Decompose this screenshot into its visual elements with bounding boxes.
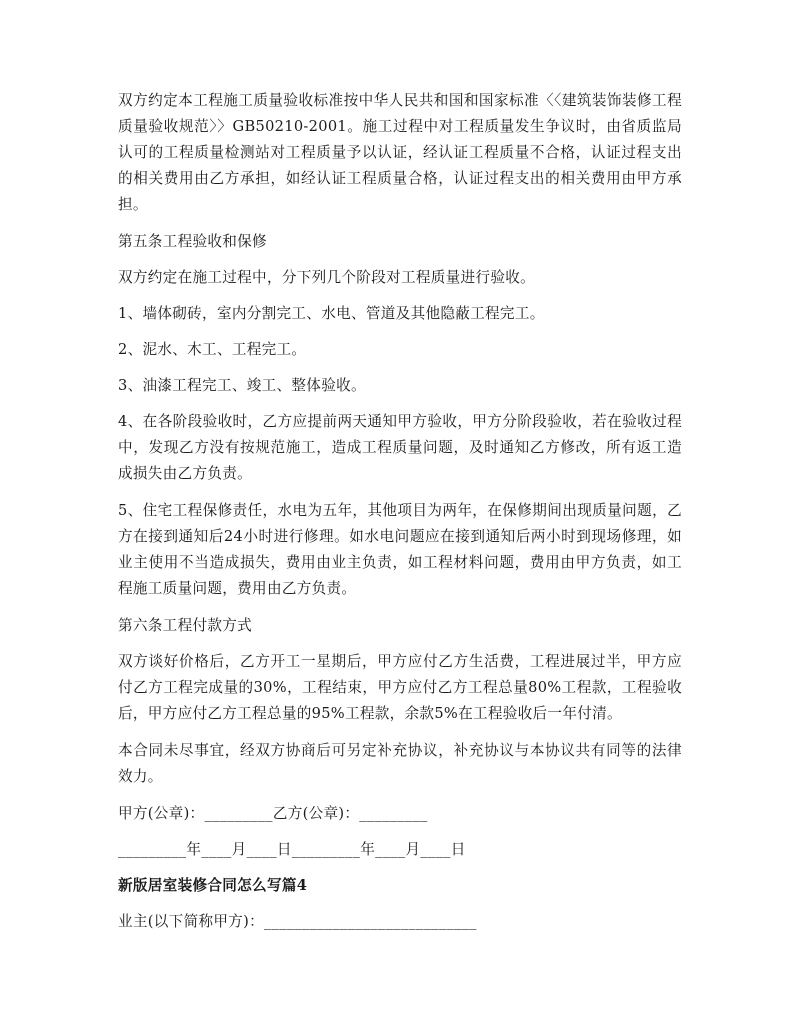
acceptance-item-2: 2、泥水、木工、工程完工。 <box>118 341 307 358</box>
warranty-item-5: 5、住宅工程保修责任，水电为五年，其他项目为两年，在保修期间出现质量问题，乙方在接到通知后24小时进行修理。如水电问题应在接到通知后两小时到现场修理，如业主使用不当造成损失，费用由业主负责，如工程材料问题，费用由甲方负责，如工程施工质量问题，费用由乙方负责。 <box>118 502 682 597</box>
acceptance-item-4: 4、在各阶段验收时，乙方应提前两天通知甲方验收，甲方分阶段验收，若在验收过程中，发现乙方没有按规范施工，造成工程质量问题，及时通知乙方修改，所有返工造成损失由乙方负责。 <box>118 413 682 482</box>
acceptance-item-3: 3、油漆工程完工、竣工、整体验收。 <box>118 377 366 394</box>
owner-party-line: 业主(以下简称甲方)：____________________________ <box>118 913 477 930</box>
supplementary-agreement-paragraph: 本合同未尽事宜，经双方协商后可另定补充协议，补充协议与本协议共有同等的法律效力。 <box>118 742 682 785</box>
article-six-heading: 第六条工程付款方式 <box>118 617 253 634</box>
acceptance-intro-paragraph: 双方约定在施工过程中，分下列几个阶段对工程质量进行验收。 <box>118 269 536 286</box>
signature-line: 甲方(公章)：_________乙方(公章)：_________ <box>118 805 428 822</box>
acceptance-item-1: 1、墙体砌砖，室内分割完工、水电、管道及其他隐蔽工程完工。 <box>118 305 545 322</box>
document-page <box>118 88 682 945</box>
article-five-heading: 第五条工程验收和保修 <box>118 233 267 250</box>
quality-standard-paragraph: 双方约定本工程施工质量验收标准按中华人民共和国和国家标准〈〈建筑装饰装修工程质量验收规范〉〉GB50210-2001。施工过程中对工程质量发生争议时，由省质监局认可的工程质量检测站对工程质量予以认证，经认证工程质量不合格，认证过程支出的相关费用由乙方承担，如经认证工程质量合格，认证过程支出的相关费用由甲方承担。 <box>118 92 682 213</box>
date-line: _________年____月____日_________年____月____日 <box>118 841 466 858</box>
payment-terms-paragraph: 双方谈好价格后，乙方开工一星期后，甲方应付乙方生活费，工程进展过半，甲方应付乙方工程完成量的30%，工程结束，甲方应付乙方工程总量80%工程款，工程验收后，甲方应付乙方工程总量的95%工程款，余款5%在工程验收后一年付清。 <box>118 653 682 722</box>
section-title: 新版居室装修合同怎么写篇4 <box>118 877 308 894</box>
